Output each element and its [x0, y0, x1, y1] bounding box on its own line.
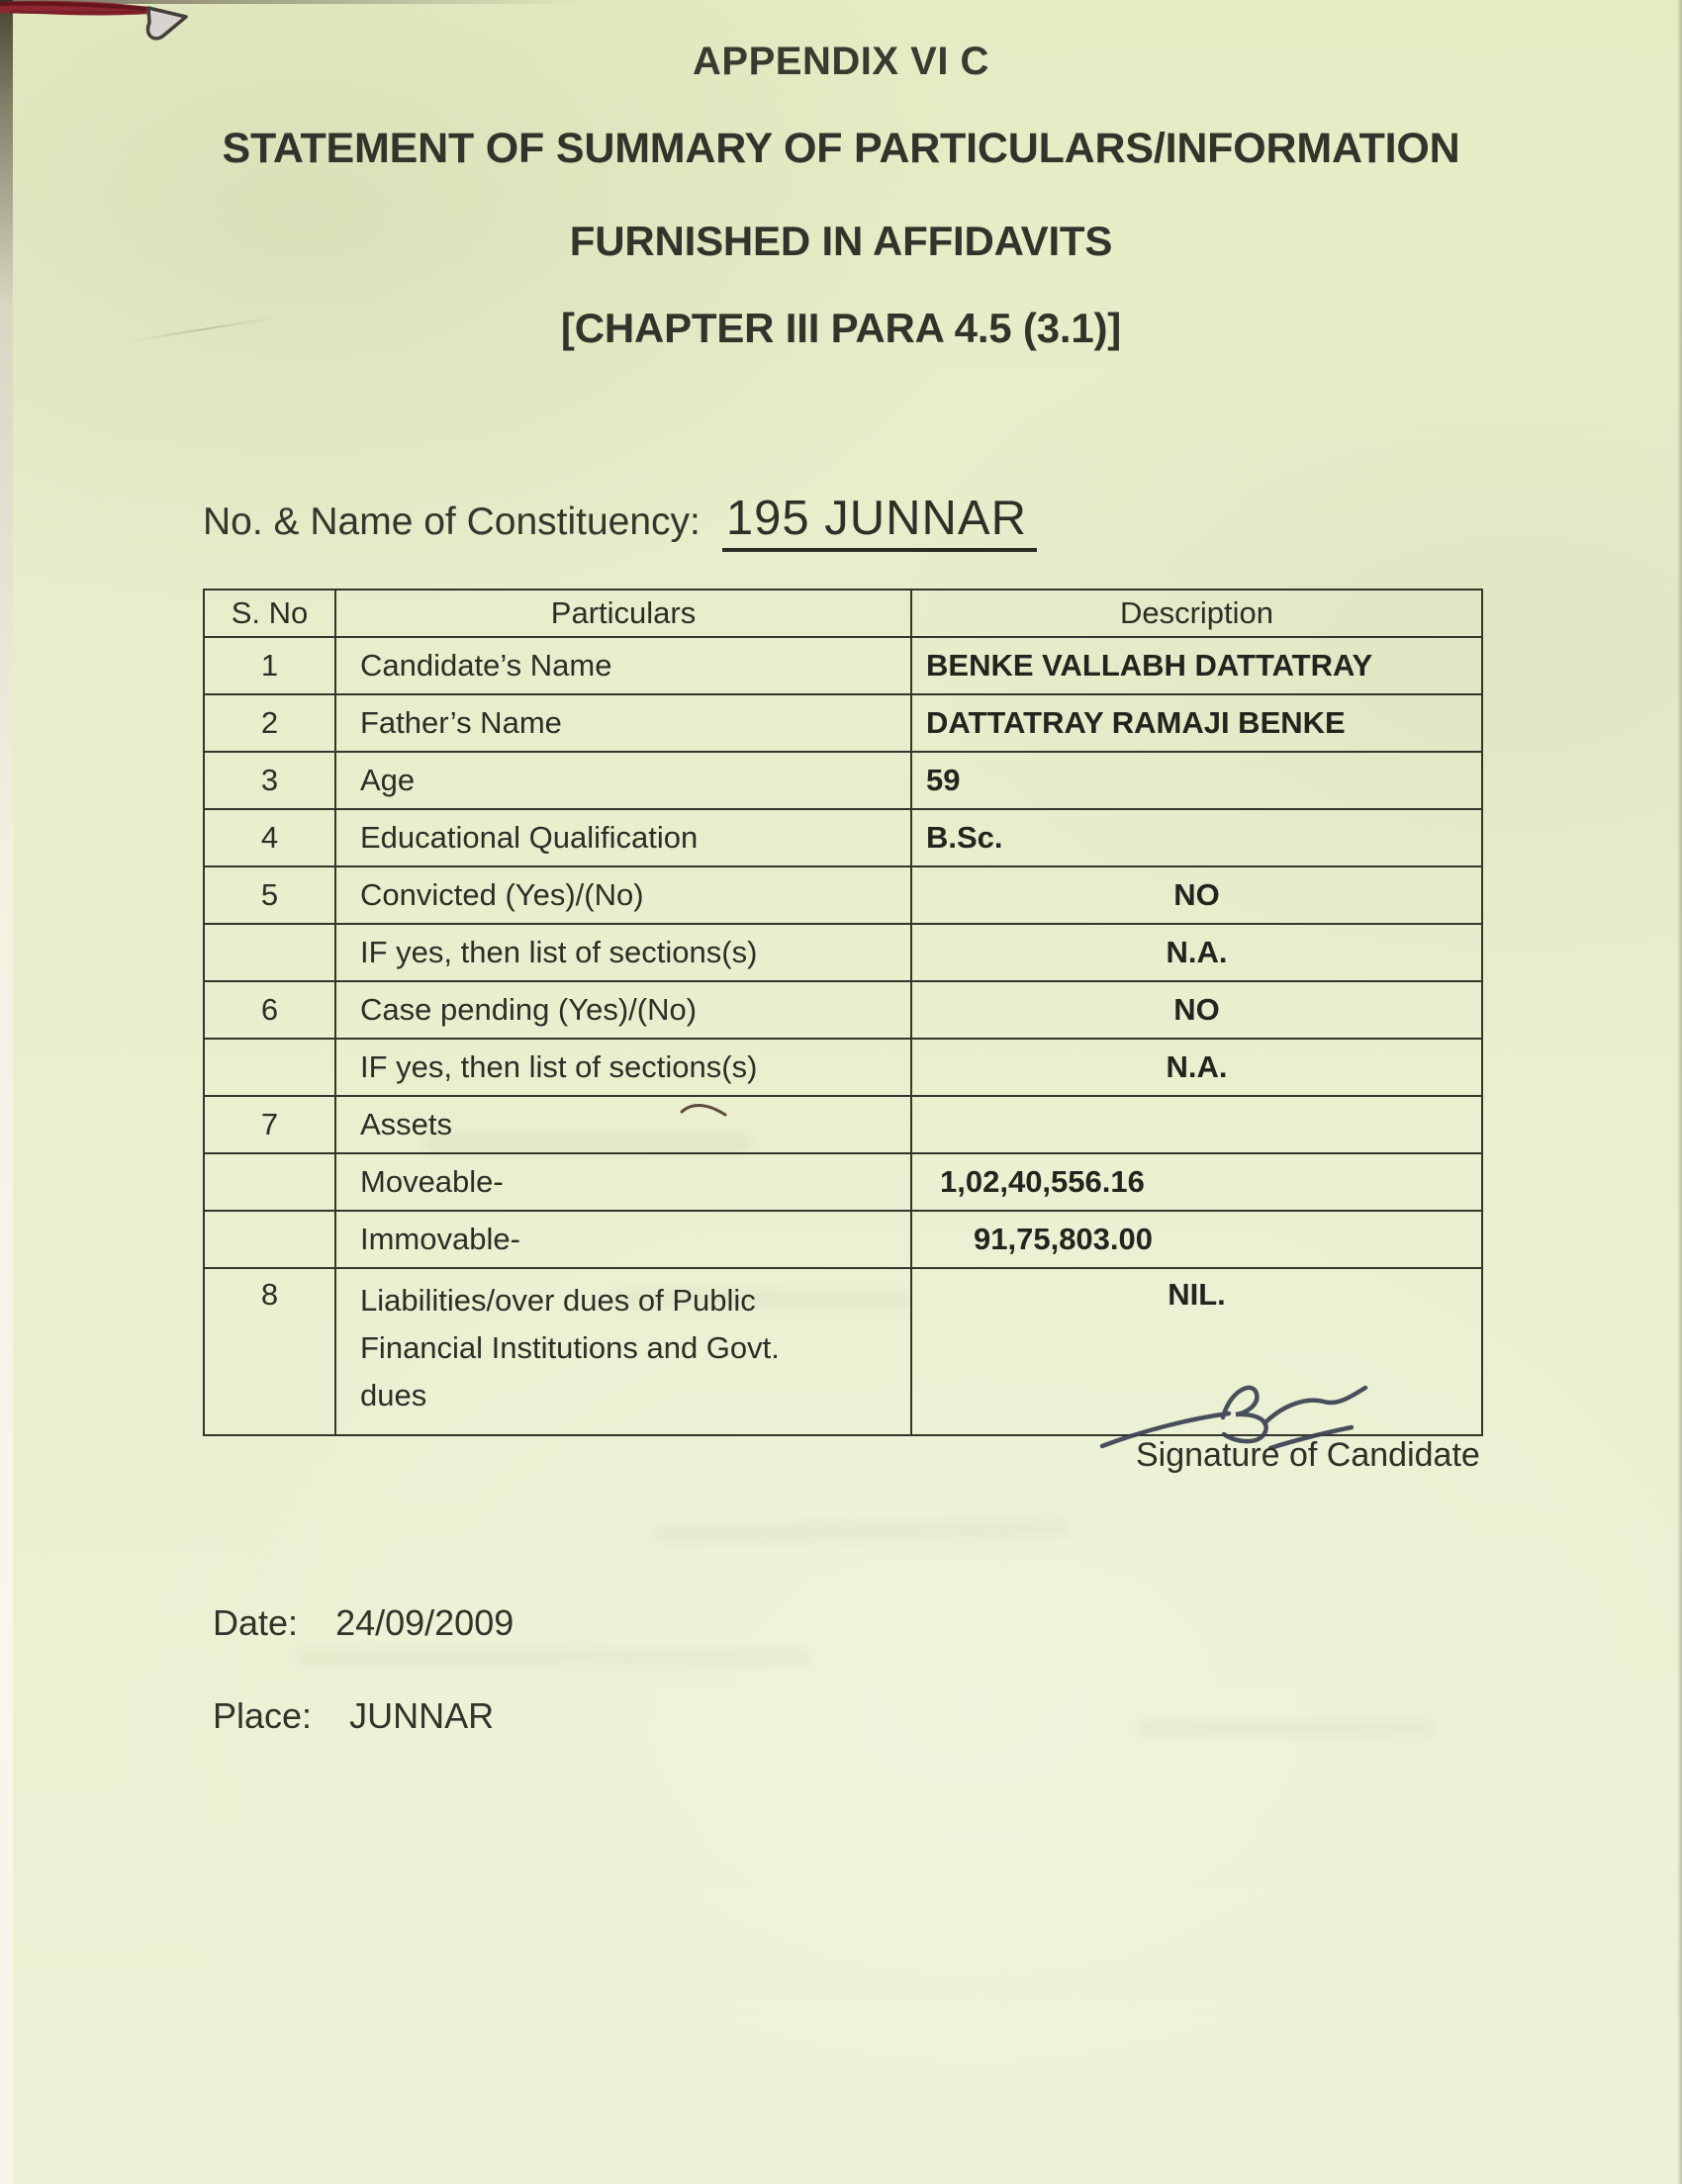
cell-sno: 5: [204, 866, 335, 924]
cell-description: NO: [911, 866, 1482, 924]
cell-particulars: Convicted (Yes)/(No): [335, 866, 911, 924]
date-label: Date:: [213, 1602, 299, 1643]
showthrough-mark: [297, 1650, 811, 1665]
date-value: 24/09/2009: [335, 1602, 514, 1643]
header-particulars: Particulars: [335, 590, 911, 637]
place-label: Place:: [213, 1695, 313, 1736]
cell-particulars: Liabilities/over dues of Public Financial Institutions and Govt. dues: [335, 1268, 911, 1435]
cell-sno: [204, 924, 335, 981]
cell-particulars: Moveable-: [335, 1153, 911, 1211]
cell-sno: 7: [204, 1096, 335, 1153]
table-row: [204, 1096, 1482, 1153]
pen-mark-icon: [679, 1098, 730, 1124]
table-row: [204, 694, 1482, 752]
cell-description: 59: [911, 752, 1482, 809]
constituency-line: [203, 491, 1037, 546]
constituency-value: 195 JUNNAR: [722, 492, 1037, 552]
cell-sno: [204, 1211, 335, 1268]
showthrough-mark: [653, 1519, 1069, 1542]
cell-particulars: Assets: [335, 1096, 911, 1153]
cell-sno: [204, 1039, 335, 1096]
table-row: [204, 752, 1482, 809]
place-line: [213, 1695, 494, 1737]
date-line: [213, 1602, 514, 1644]
title-line-1: STATEMENT OF SUMMARY OF PARTICULARS/INFORMATION: [222, 125, 1460, 172]
cell-particulars: IF yes, then list of sections(s): [335, 924, 911, 981]
table-row: [204, 866, 1482, 924]
table-row: [204, 981, 1482, 1039]
table-row: [204, 1153, 1482, 1211]
signature-label: Signature of Candidate: [1136, 1436, 1480, 1474]
cell-particulars: Educational Qualification: [335, 809, 911, 866]
table-row: [204, 1039, 1482, 1096]
cell-description: DATTATRAY RAMAJI BENKE: [911, 694, 1482, 752]
showthrough-mark: [1138, 1721, 1435, 1736]
cell-description: 91,75,803.00: [911, 1211, 1482, 1268]
cell-description: NO: [911, 981, 1482, 1039]
table-header-row: [204, 590, 1482, 637]
cell-particulars: IF yes, then list of sections(s): [335, 1039, 911, 1096]
header-description: Description: [911, 590, 1482, 637]
particulars-table: [203, 589, 1483, 1436]
cell-description: NIL.: [911, 1268, 1482, 1435]
cell-particulars: Age: [335, 752, 911, 809]
constituency-label: No. & Name of Constituency:: [203, 500, 701, 543]
cell-sno: 8: [204, 1268, 335, 1435]
title-line-3: [CHAPTER III PARA 4.5 (3.1)]: [560, 305, 1122, 351]
cell-description: BENKE VALLABH DATTATRAY: [911, 637, 1482, 694]
cell-sno: 6: [204, 981, 335, 1039]
table-row: [204, 1211, 1482, 1268]
cell-particulars: Candidate’s Name: [335, 637, 911, 694]
cell-description: N.A.: [911, 924, 1482, 981]
cell-sno: 1: [204, 637, 335, 694]
table-row: [204, 809, 1482, 866]
cell-sno: 3: [204, 752, 335, 809]
cell-description: [911, 1096, 1482, 1153]
cell-particulars: Father’s Name: [335, 694, 911, 752]
table-row: [204, 924, 1482, 981]
table-row: [204, 637, 1482, 694]
cell-sno: 4: [204, 809, 335, 866]
cell-description: B.Sc.: [911, 809, 1482, 866]
cell-sno: [204, 1153, 335, 1211]
cell-particulars: Immovable-: [335, 1211, 911, 1268]
cell-description: N.A.: [911, 1039, 1482, 1096]
place-value: JUNNAR: [349, 1695, 495, 1736]
title-line-2: FURNISHED IN AFFIDAVITS: [569, 218, 1113, 264]
appendix-heading: APPENDIX VI C: [693, 40, 989, 83]
cell-sno: 2: [204, 694, 335, 752]
cell-description: 1,02,40,556.16: [911, 1153, 1482, 1211]
header-sno: S. No: [204, 590, 335, 637]
cell-particulars: Case pending (Yes)/(No): [335, 981, 911, 1039]
